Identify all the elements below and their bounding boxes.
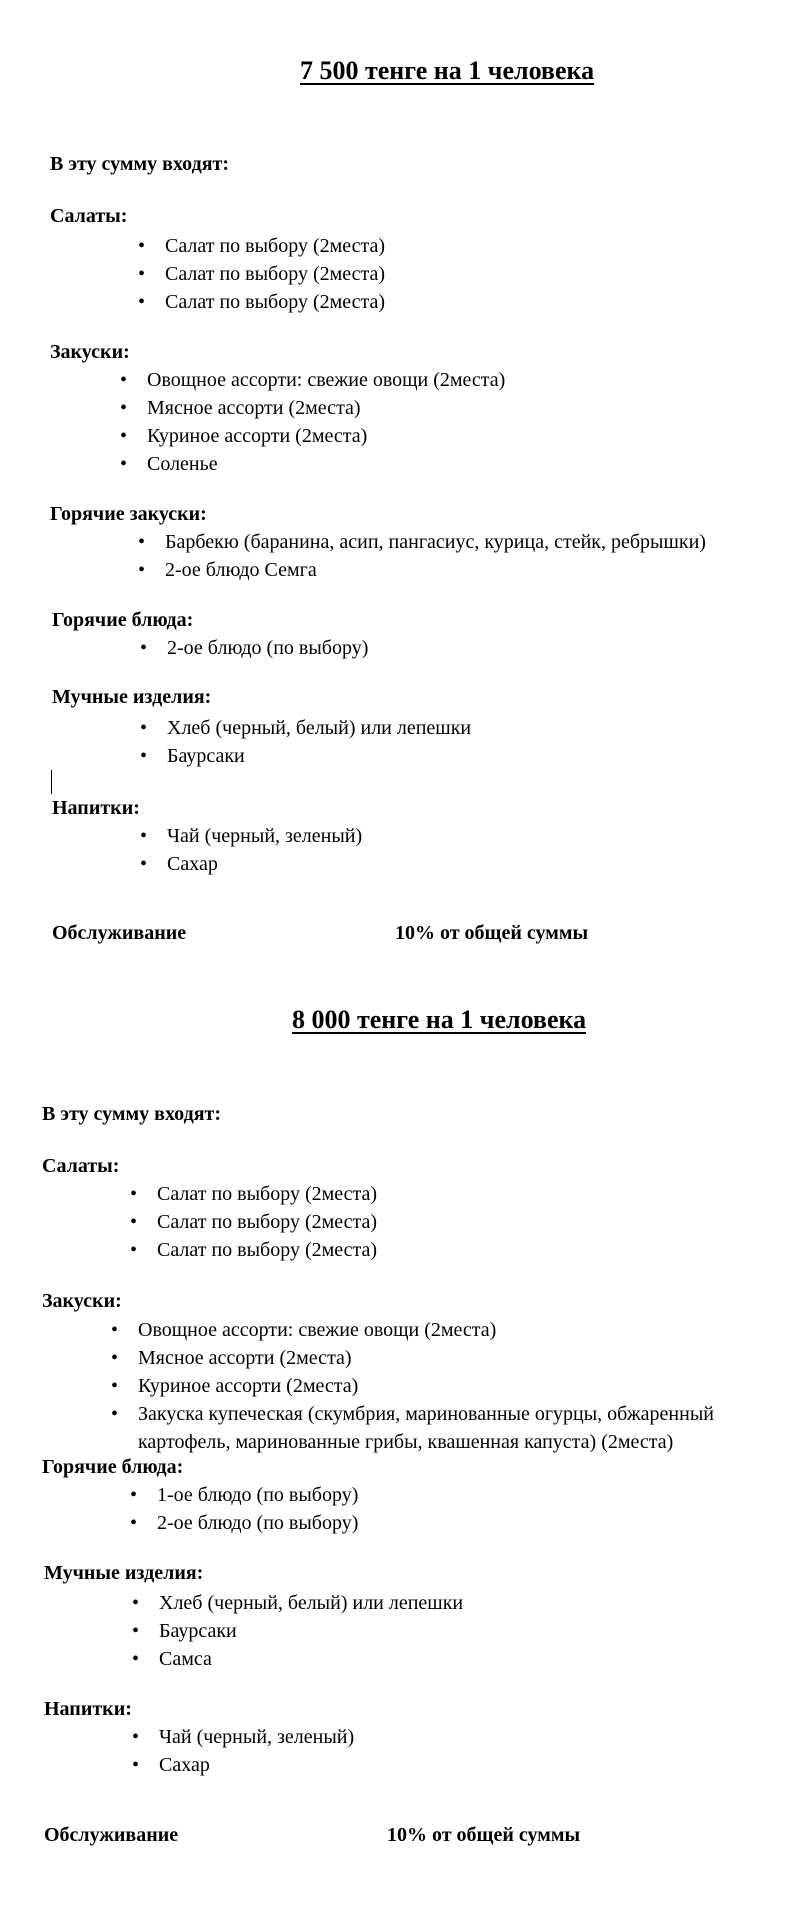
list-item-continuation: картофель, маринованные грибы, квашенная капуста) (2места) <box>138 1431 674 1453</box>
bullet-icon: • <box>132 1754 140 1776</box>
section-heading-drinks: Напитки: <box>44 1698 132 1720</box>
service-label: Обслуживание <box>44 1824 179 1846</box>
service-value: 10% от общей суммы <box>387 1824 581 1846</box>
section-heading-snacks: Закуски: <box>42 1290 122 1312</box>
bullet-icon: • <box>120 369 128 391</box>
section-heading-hot-snacks: Горячие закуски: <box>50 503 207 525</box>
bullet-icon: • <box>138 531 146 553</box>
bullet-icon: • <box>138 559 146 581</box>
bullet-icon: • <box>130 1183 138 1205</box>
price-title-7500: 7 500 тенге на 1 человека <box>300 56 595 85</box>
bullet-icon: • <box>130 1484 138 1506</box>
bullet-icon: • <box>140 637 148 659</box>
bullet-icon: • <box>111 1403 119 1425</box>
bullet-icon: • <box>132 1592 140 1614</box>
bullet-icon: • <box>111 1319 119 1341</box>
bullet-icon: • <box>111 1375 119 1397</box>
section-heading-hot-dishes: Горячие блюда: <box>42 1456 184 1478</box>
section-heading-bakery: Мучные изделия: <box>44 1562 204 1584</box>
section-heading-drinks: Напитки: <box>52 797 140 819</box>
bullet-icon: • <box>138 291 146 313</box>
bullet-icon: • <box>111 1347 119 1369</box>
section-heading-bakery: Мучные изделия: <box>52 686 212 708</box>
bullet-icon: • <box>120 397 128 419</box>
bullet-icon: • <box>130 1211 138 1233</box>
section-heading-salads: Салаты: <box>50 205 128 227</box>
bullet-icon: • <box>138 235 146 257</box>
bullet-icon: • <box>132 1648 140 1670</box>
bullet-icon: • <box>140 745 148 767</box>
bullet-icon: • <box>130 1512 138 1534</box>
section-heading-hot-dishes: Горячие блюда: <box>52 609 194 631</box>
includes-label: В эту сумму входят: <box>42 1103 222 1125</box>
text-cursor <box>51 770 52 794</box>
bullet-icon: • <box>120 425 128 447</box>
section-heading-snacks: Закуски: <box>50 341 130 363</box>
bullet-icon: • <box>130 1239 138 1261</box>
section-heading-salads: Салаты: <box>42 1155 120 1177</box>
bullet-icon: • <box>132 1620 140 1642</box>
includes-label: В эту сумму входят: <box>50 153 230 175</box>
bullet-icon: • <box>140 717 148 739</box>
bullet-icon: • <box>132 1726 140 1748</box>
service-label: Обслуживание <box>52 922 187 944</box>
service-value: 10% от общей суммы <box>395 922 589 944</box>
bullet-icon: • <box>140 853 148 875</box>
bullet-icon: • <box>120 453 128 475</box>
bullet-icon: • <box>138 263 146 285</box>
bullet-icon: • <box>140 825 148 847</box>
price-title-8000: 8 000 тенге на 1 человека <box>292 1005 587 1034</box>
